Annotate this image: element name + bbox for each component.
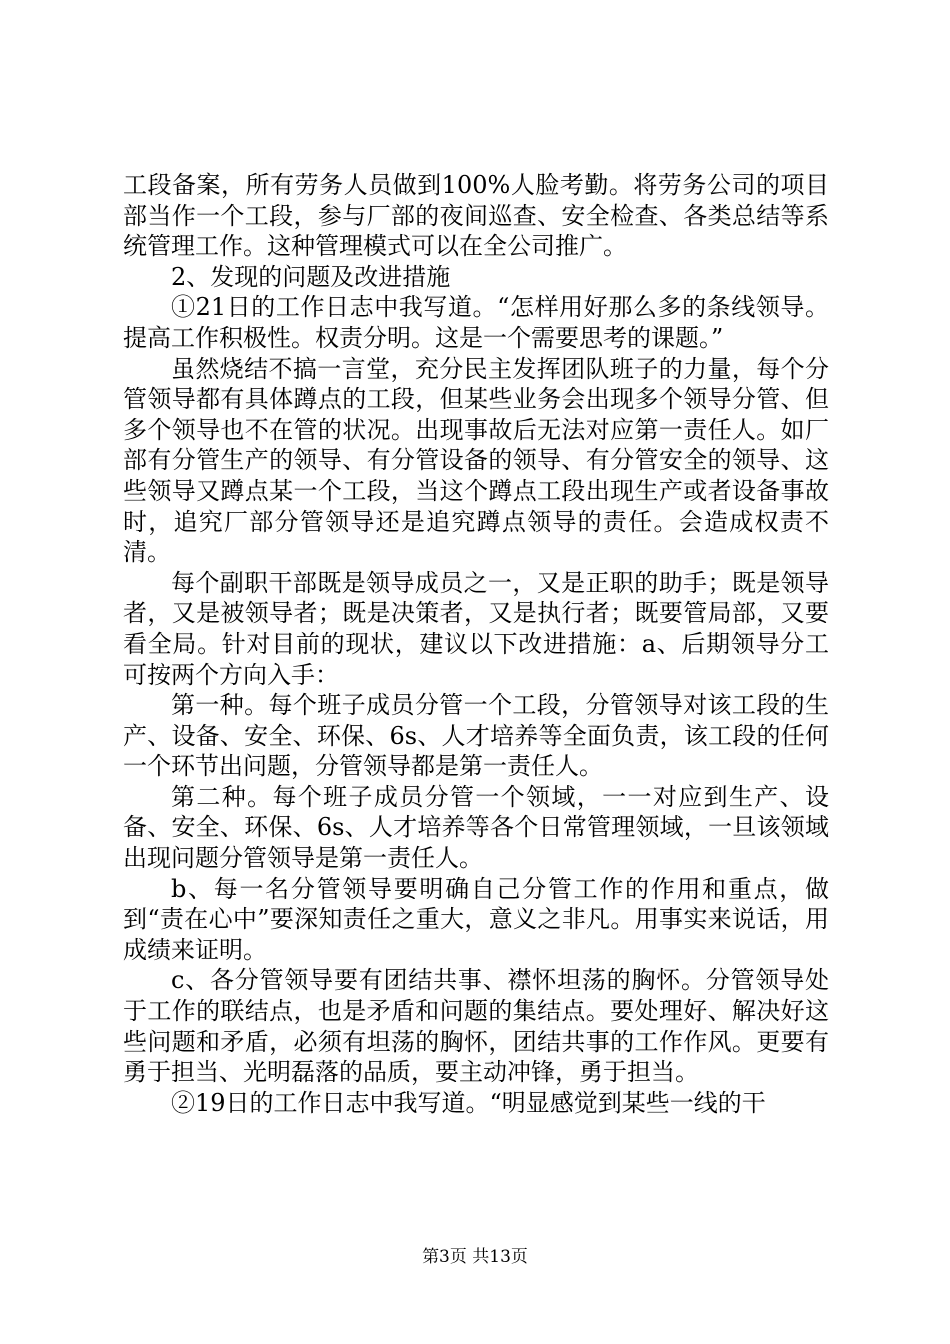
paragraph: c、各分管领导要有团结共事、襟怀坦荡的胸怀。分管领导处于工作的联结点，也是矛盾和问题的集结点。要处理好、解决好这些问题和矛盾，必须有坦荡的胸怀，团结共事的工作作风。更要有勇于担当、光明磊落的品质，要主动冲锋，勇于担当。: [123, 966, 829, 1087]
paragraph: 虽然烧结不搞一言堂，充分民主发挥团队班子的力量，每个分管领导都有具体蹲点的工段，但某些业务会出现多个领导分管、但多个领导也不在管的状况。出现事故后无法对应第一责任人。如厂部有分管生产的领导、有分管设备的领导、有分管安全的领导、这些领导又蹲点某一个工段，当这个蹲点工段出现生产或者设备事故时，追究厂部分管领导还是追究蹲点领导的责任。会造成权责不清。: [123, 354, 829, 567]
paragraph: 第一种。每个班子成员分管一个工段，分管领导对该工段的生产、设备、安全、环保、6s、人才培养等全面负责，该工段的任何一个环节出问题，分管领导都是第一责任人。: [123, 691, 829, 781]
paragraph: 每个副职干部既是领导成员之一，又是正职的助手；既是领导者，又是被领导者；既是决策者，又是执行者；既要管局部，又要看全局。针对目前的现状，建议以下改进措施：a、后期领导分工可按两个方向入手：: [123, 568, 829, 689]
document-body: [123, 170, 829, 1118]
page-footer: 第3页 共13页: [422, 1247, 528, 1267]
paragraph: 工段备案，所有劳务人员做到100%人脸考勤。将劳务公司的项目部当作一个工段，参与厂部的夜间巡查、安全检查、各类总结等系统管理工作。这种管理模式可以在全公司推广。: [123, 171, 829, 261]
paragraph: ①21日的工作日志中我写道。“怎样用好那么多的条线领导。提高工作积极性。权责分明。这是一个需要思考的课题。”: [123, 293, 829, 352]
paragraph: 第二种。每个班子成员分管一个领域，一一对应到生产、设备、安全、环保、6s、人才培养等各个日常管理领域，一旦该领域出现问题分管领导是第一责任人。: [123, 782, 829, 873]
paragraph: ②19日的工作日志中我写道。“明显感觉到某些一线的干: [171, 1088, 766, 1117]
paragraph: 2、发现的问题及改进措施: [171, 262, 451, 291]
paragraph: b、每一名分管领导要明确自己分管工作的作用和重点，做到“责在心中”要深知责任之重大，意义之非凡。用事实来说话，用成绩来证明。: [123, 874, 829, 964]
